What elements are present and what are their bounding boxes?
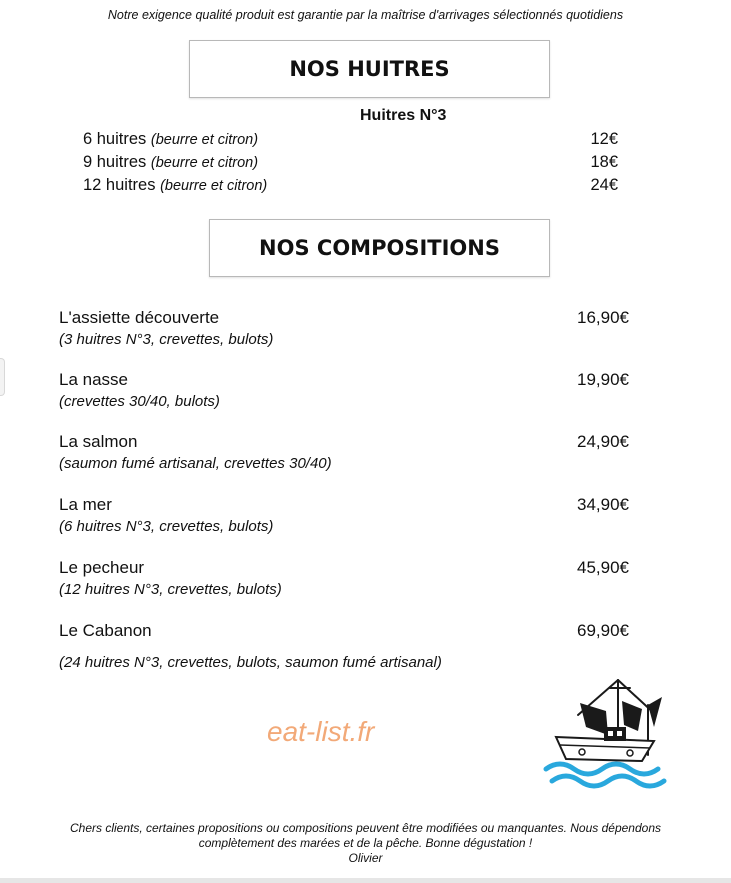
composition-item bbox=[59, 369, 629, 412]
composition-name: La salmon bbox=[59, 432, 138, 451]
composition-price: 16,90€ bbox=[577, 308, 629, 327]
bottom-note bbox=[0, 821, 731, 866]
oyster-price: 24€ bbox=[590, 176, 618, 194]
oyster-note: (beurre et citron) bbox=[160, 178, 268, 194]
oyster-price: 12€ bbox=[590, 130, 618, 148]
composition-description: (6 huitres N°3, crevettes, bulots) bbox=[59, 518, 274, 535]
composition-item bbox=[59, 431, 629, 474]
oyster-label: 12 huitres bbox=[83, 176, 156, 194]
bottom-note-line: complètement des marées et de la pêche. Bonne dégustation ! bbox=[198, 836, 533, 850]
oyster-label: 6 huitres bbox=[83, 130, 147, 148]
composition-item bbox=[59, 494, 629, 537]
subtitle-huitres-n3: Huitres N°3 bbox=[360, 107, 447, 124]
composition-description: (24 huitres N°3, crevettes, bulots, saumon fumé artisanal) bbox=[59, 654, 442, 671]
oyster-note: (beurre et citron) bbox=[150, 132, 259, 148]
composition-name: Le pecheur bbox=[59, 558, 145, 577]
composition-price: 34,90€ bbox=[577, 495, 629, 514]
composition-description: (12 huitres N°3, crevettes, bulots) bbox=[59, 581, 282, 598]
fishing-boat-icon bbox=[538, 675, 673, 795]
composition-price: 45,90€ bbox=[577, 558, 629, 577]
oyster-row bbox=[83, 176, 618, 198]
oyster-note: (beurre et citron) bbox=[150, 155, 259, 171]
top-note: Notre exigence qualité produit est garantie par la maîtrise d'arrivages sélectionnés quotidiens bbox=[107, 8, 624, 22]
composition-item bbox=[59, 307, 629, 350]
composition-name: La nasse bbox=[59, 370, 128, 389]
bottom-bar bbox=[0, 878, 731, 883]
composition-price: 19,90€ bbox=[577, 370, 629, 389]
watermark: eat-list.fr bbox=[267, 716, 375, 747]
composition-name: L'assiette découverte bbox=[59, 308, 220, 327]
composition-price: 69,90€ bbox=[577, 621, 629, 640]
bottom-note-line: Chers clients, certaines propositions ou compositions peuvent être modifiées ou manquantes. Nous dépendons bbox=[69, 821, 661, 835]
section-title-compositions: NOS COMPOSITIONS bbox=[209, 219, 550, 277]
composition-item bbox=[59, 557, 629, 600]
oyster-label: 9 huitres bbox=[83, 153, 147, 171]
oyster-row bbox=[83, 153, 618, 175]
signature: Olivier bbox=[348, 851, 383, 865]
composition-name: La mer bbox=[59, 495, 112, 514]
oyster-price: 18€ bbox=[590, 153, 618, 171]
composition-price: 24,90€ bbox=[577, 432, 629, 451]
oyster-row bbox=[83, 130, 618, 152]
composition-description: (3 huitres N°3, crevettes, bulots) bbox=[59, 331, 274, 348]
composition-name: Le Cabanon bbox=[59, 621, 152, 640]
edge-scroll-handle[interactable] bbox=[0, 358, 5, 396]
composition-item bbox=[59, 620, 629, 673]
section-title-huitres: NOS HUITRES bbox=[189, 40, 550, 98]
composition-description: (saumon fumé artisanal, crevettes 30/40) bbox=[59, 455, 332, 472]
composition-description: (crevettes 30/40, bulots) bbox=[59, 393, 220, 410]
